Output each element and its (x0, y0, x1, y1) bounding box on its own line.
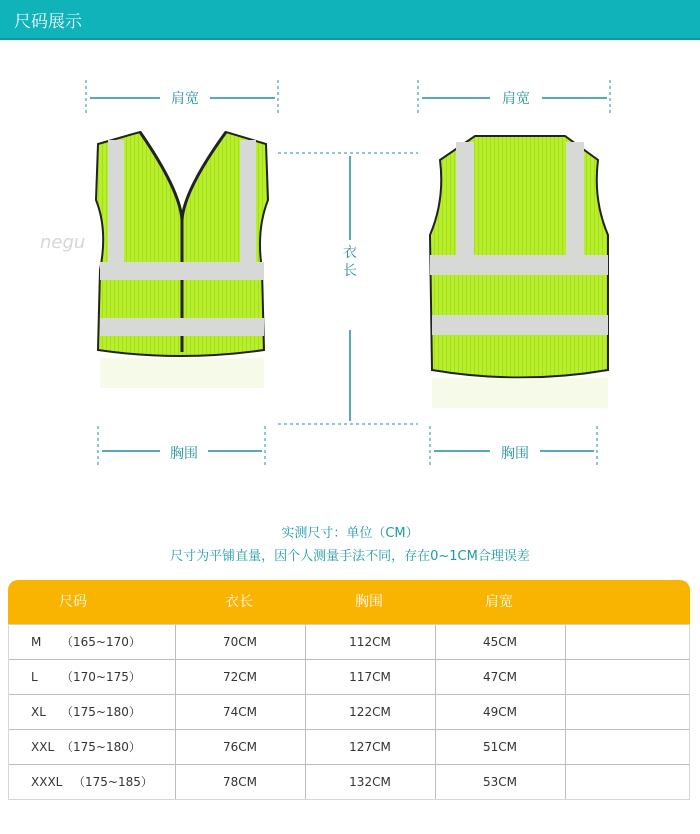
length-cell: 74CM (222, 705, 257, 719)
height-range-cell: （175~180） (61, 740, 141, 754)
length-cell: 76CM (222, 740, 257, 754)
section-header (0, 0, 700, 38)
vest-front-reflection (100, 358, 264, 388)
chest-label-back: 胸围 (501, 446, 529, 462)
height-range-cell: （175~180） (61, 705, 141, 719)
height-range-cell: （175~185） (73, 775, 153, 789)
header-chest: 胸围 (355, 594, 383, 610)
table-row (9, 694, 689, 729)
measure-unit-note: 实测尺寸：单位（CM） (281, 526, 419, 541)
chest-cell: 127CM (349, 740, 391, 754)
chest-cell: 132CM (349, 775, 391, 789)
length-label: 衣长 (343, 245, 357, 279)
chest-cell: 112CM (349, 635, 391, 649)
header-length: 衣长 (225, 594, 253, 610)
shoulder-cell: 47CM (482, 670, 517, 684)
table-row (9, 729, 689, 764)
shoulder-cell: 49CM (482, 705, 517, 719)
shoulder-label-back: 肩宽 (502, 91, 530, 107)
length-dimension (278, 153, 418, 424)
length-cell: 72CM (222, 670, 257, 684)
table-row (9, 624, 689, 659)
vest-front-image (96, 132, 268, 356)
chest-cell: 122CM (349, 705, 391, 719)
shoulder-cell: 53CM (482, 775, 517, 789)
shoulder-label-front: 肩宽 (171, 91, 199, 107)
height-range-cell: （170~175） (61, 670, 141, 684)
vest-back-reflection (432, 378, 608, 408)
size-cell: XXL (31, 740, 55, 754)
size-diagram (0, 40, 700, 540)
shoulder-cell: 45CM (482, 635, 517, 649)
table-row (9, 764, 689, 799)
length-cell: 78CM (222, 775, 257, 789)
header-size: 尺码 (59, 594, 87, 610)
length-cell: 70CM (222, 635, 257, 649)
measure-error-note: 尺寸为平铺直量，因个人测量手法不同，存在0~1CM合理误差 (170, 549, 530, 564)
height-range-cell: （165~170） (61, 635, 141, 649)
brand-watermark: negu (40, 232, 86, 253)
size-table (8, 580, 690, 800)
size-table-body (8, 624, 690, 800)
section-title: 尺码展示 (14, 12, 82, 32)
chest-cell: 117CM (349, 670, 391, 684)
table-row (9, 659, 689, 694)
chest-label-front: 胸围 (170, 446, 198, 462)
vest-back-image (430, 136, 608, 378)
size-cell: L (31, 670, 38, 684)
size-cell: XXXL (31, 775, 63, 789)
size-cell: M (31, 635, 42, 649)
shoulder-cell: 51CM (482, 740, 517, 754)
size-cell: XL (31, 705, 46, 719)
size-table-header (8, 580, 690, 624)
header-shoulder: 肩宽 (485, 594, 513, 610)
